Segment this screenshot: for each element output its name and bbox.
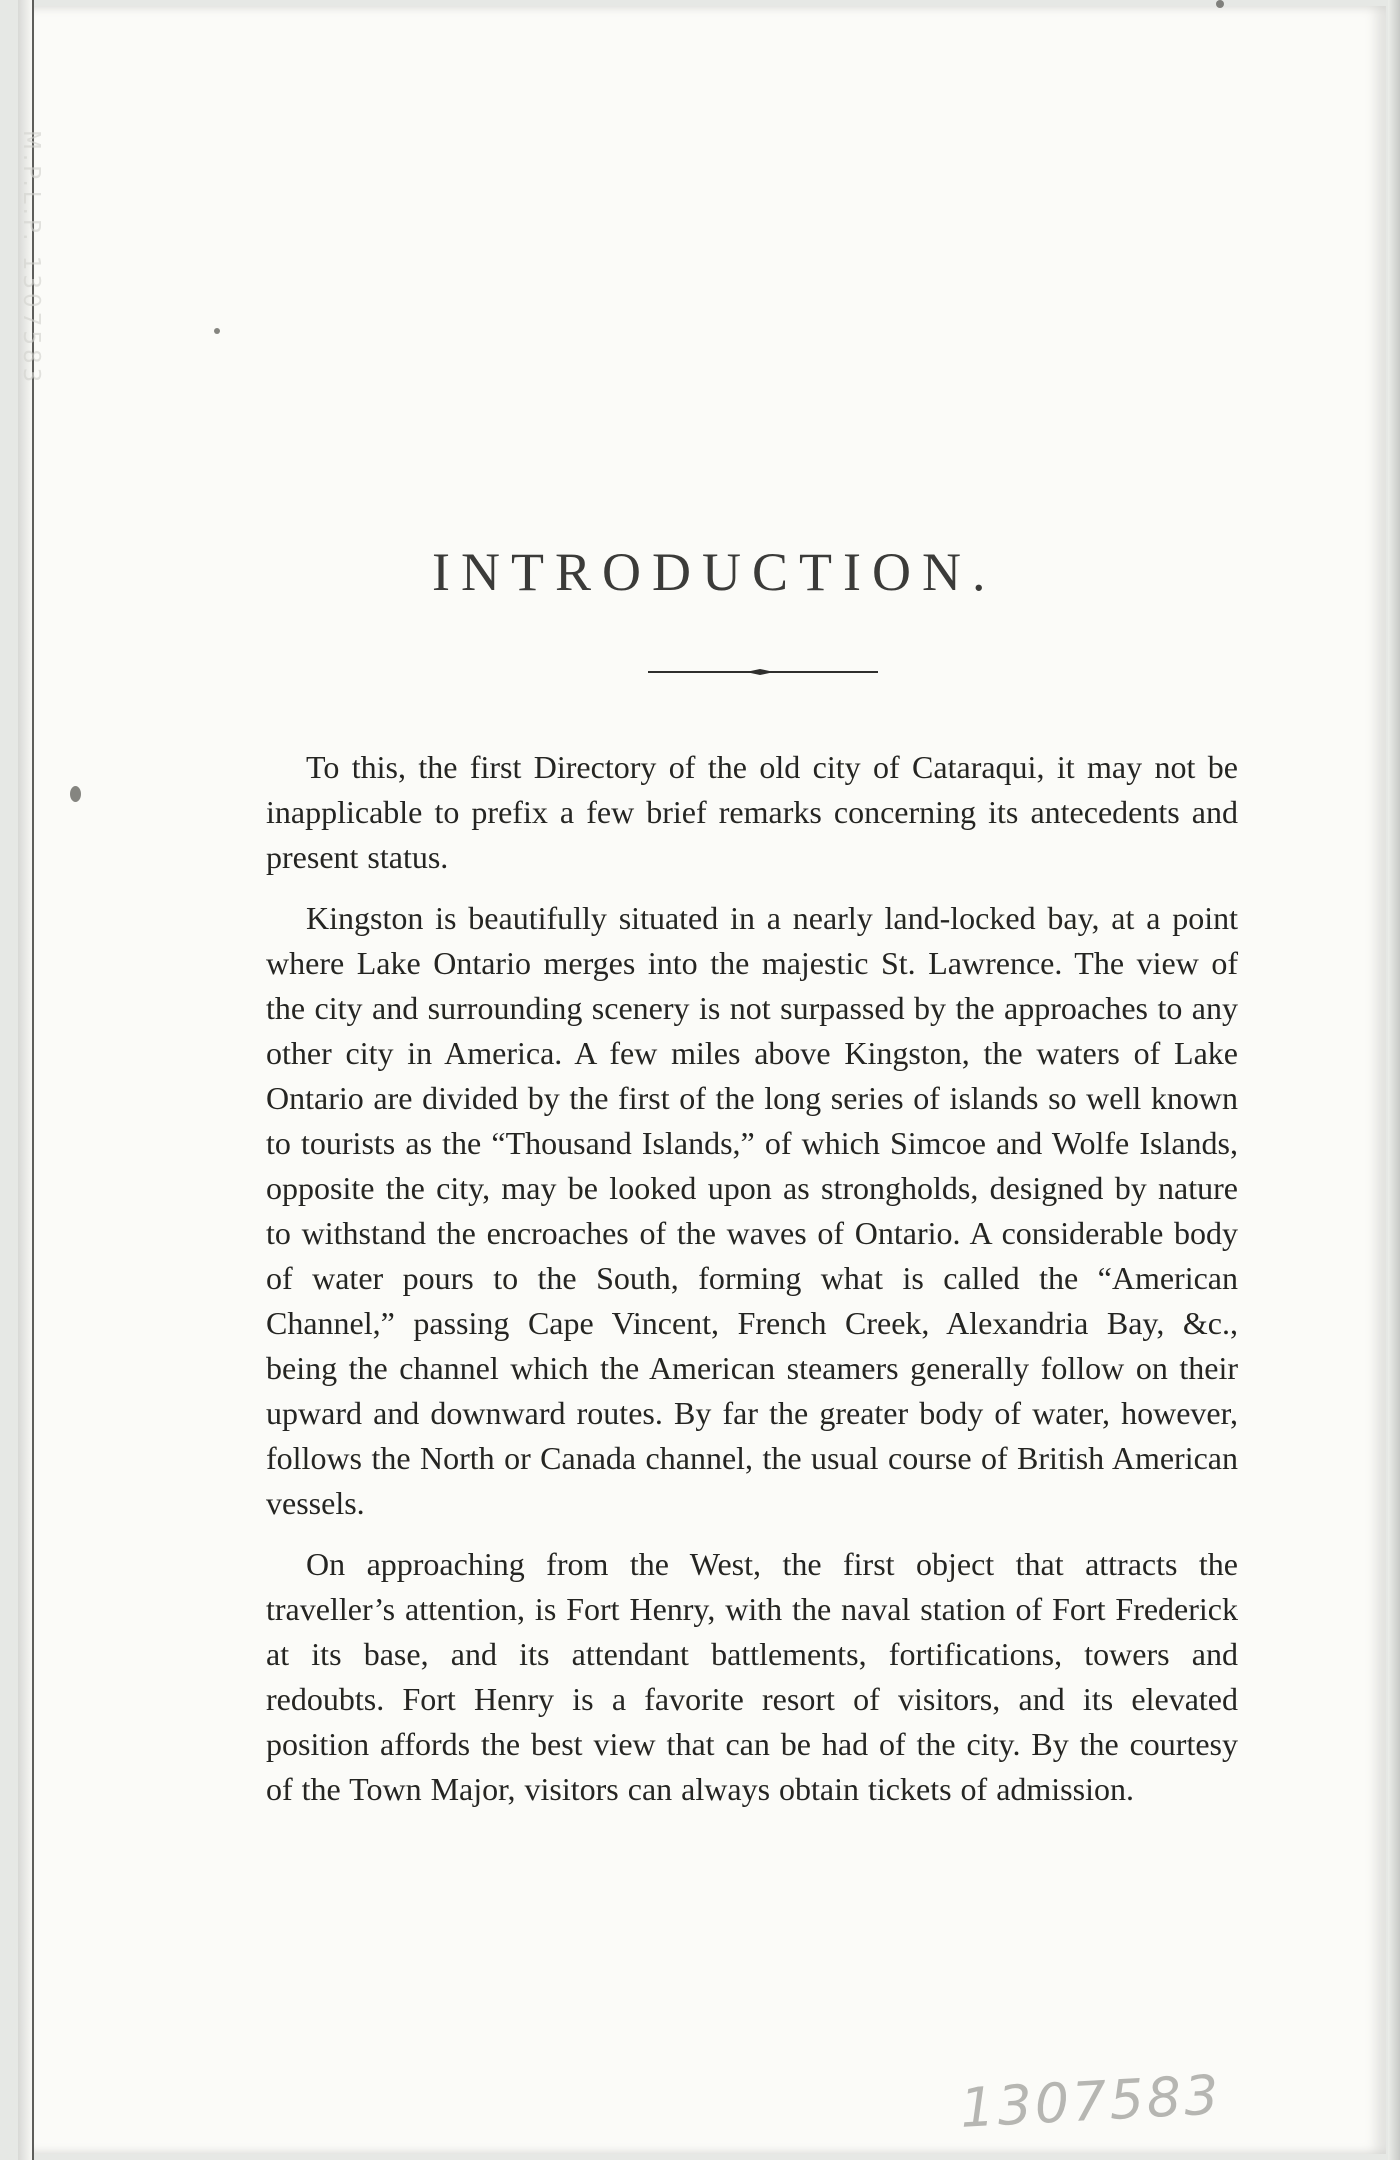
top-right-mark — [1216, 0, 1224, 8]
margin-handwriting — [0, 130, 44, 160]
introduction-paragraph: To this, the first Directory of the old city of Cataraqui, it may not be inapplicable to prefix a few brief remarks concerning its antecedents and present status. — [266, 749, 1238, 875]
kingston-paragraph: Kingston is beautifully situated in a nearly land-locked bay, at a point where Lake Ontario merges into the majestic St. Lawrence. The view of the city and surrounding scenery is not surpassed by the approaches to any other city in America. A few miles above Kingston, the waters of Lake Ontario are divided by the first of the long series of islands so well known to tourists as the “Thousand Islands,” of which Simcoe and Wolfe Islands, opposite the city, may be looked upon as strongholds, designed by nature to withstand the encroaches of the waves of Ontario. A considerable body of water pours to the South, forming what is called the “American Channel,” passing Cape Vincent, French Creek, Alexandria Bay, &c., being the channel which the American steamers generally follow on their upward and downward routes. By far the greater body of water, however, follows the North or Canada channel, the usual course of British American vessels. — [266, 900, 1238, 1521]
handwritten-catalog-number: 1307583 — [958, 2063, 1223, 2140]
title-divider — [648, 664, 878, 680]
left-margin-mark-middle — [70, 786, 81, 802]
page-right-edge — [1388, 0, 1400, 2160]
fort-henry-paragraph: On approaching from the West, the first object that attracts the traveller’s attention, is Fort Henry, with the naval station of Fort Frederick at its base, and its attendant battlements, fortifications, towers and redoubts. Fort Henry is a favorite resort of visitors, and its elevated position affords the best view that can be had of the city. By the courtesy of the Town Major, visitors can always obtain tickets of admission. — [266, 1546, 1238, 1807]
introduction-text — [266, 745, 1238, 1828]
left-margin-mark-top — [214, 328, 220, 334]
page-title: INTRODUCTION. — [432, 542, 997, 603]
